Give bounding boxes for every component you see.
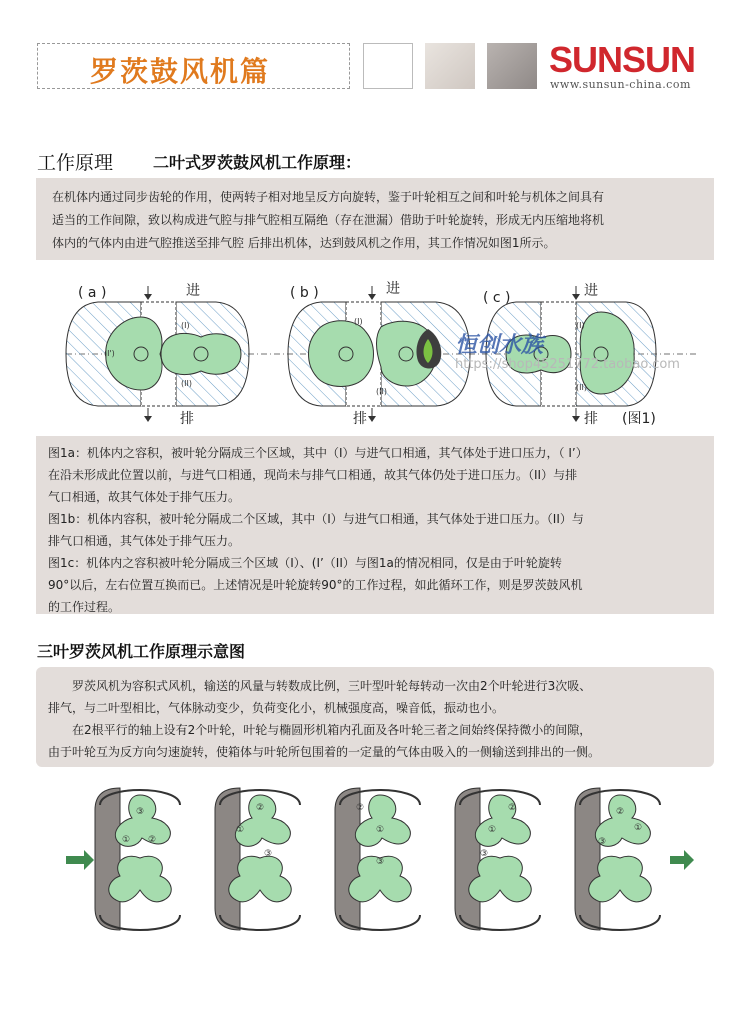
- section2-line: 在2根平行的轴上设有2个叶轮，叶轮与椭圆形机箱内孔面及各叶轮三者之间始终保持微小的间隙，: [48, 723, 592, 737]
- figure-caption: (图1): [622, 411, 656, 427]
- lobe-mark: ①: [487, 825, 497, 835]
- lobe-mark: ③: [597, 837, 607, 847]
- figure-label-a: ( a ): [78, 285, 107, 301]
- brand-url: www.sunsun-china.com: [550, 78, 691, 91]
- intro-text: [52, 186, 704, 255]
- intro-line: 体内的气体内由进气腔推送至排气腔 后排出机体，达到鼓风机之作用，其工作情况如图1所示。: [52, 236, 556, 250]
- diagram-a: [66, 286, 249, 422]
- section-heading: 工作原理: [37, 152, 114, 174]
- desc-line: 90°以后，左右位置互换而已。上述情况是叶轮旋转90°的工作过程，如此循环工作，则是罗茨鼓风机: [48, 578, 583, 592]
- three-lobe-unit: [455, 788, 540, 930]
- figure-label-c: ( c ): [483, 290, 511, 306]
- inlet-label: 进: [386, 281, 400, 297]
- watermark-text: 恒创水族: [455, 332, 544, 358]
- lobe-mark: ③: [479, 849, 489, 859]
- outlet-arrow-icon: [670, 850, 694, 870]
- page-title: 罗茨鼓风机篇: [90, 55, 271, 88]
- zone-mark: (I): [354, 317, 363, 326]
- desc-line: 排气口相通，其气体处于排气压力。: [48, 534, 241, 548]
- lobe-mark: ③: [135, 807, 145, 817]
- lobe-mark: ①: [121, 835, 131, 845]
- section2-line: 罗茨风机为容积式风机，输送的风量与转数成比例，三叶型叶轮每转动一次由2个叶轮进行3次吸、: [48, 679, 592, 693]
- zone-mark: (II): [181, 379, 192, 388]
- lobe-mark: ②: [255, 803, 265, 813]
- figure-label-b: ( b ): [290, 285, 319, 301]
- desc-line: 在沿未形成此位置以前，与进气口相通，现尚未与排气口相通，故其气体仍处于进口压力。（II）与排: [48, 468, 578, 482]
- outlet-label: 排: [180, 411, 194, 427]
- color-swatch-gray: [487, 43, 537, 89]
- inlet-label: 进: [186, 283, 200, 299]
- zone-mark: (II): [376, 387, 387, 396]
- lobe-mark: ②: [507, 803, 517, 813]
- watermark-url: https://shop45251772.taobao.com: [455, 357, 680, 372]
- zone-mark: (I): [576, 321, 585, 330]
- color-swatch-light: [425, 43, 475, 89]
- lobe-mark: ③: [263, 849, 273, 859]
- watermark-logo: [410, 325, 446, 375]
- section2-heading: 三叶罗茨风机工作原理示意图: [37, 642, 246, 661]
- desc-line: 气口相通，故其气体处于排气压力。: [48, 490, 241, 504]
- brand-logo: SUNSUN: [549, 39, 696, 80]
- zone-mark: (I'): [104, 349, 115, 358]
- desc-line: 图1b：机体内容积，被叶轮分隔成二个区域，其中（I）与进气口相通，其气体处于进口压力。（II）与: [48, 512, 584, 526]
- lobe-mark: ①: [375, 825, 385, 835]
- lobe-mark: ①: [235, 825, 245, 835]
- inlet-arrow-icon: [66, 850, 94, 870]
- lobe-mark: ①: [633, 823, 643, 833]
- color-swatch-white: [363, 43, 413, 89]
- intro-line: 适当的工作间隙，致以构成进气腔与排气腔相互隔绝（存在泄漏）借助于叶轮旋转，形成无内压缩地将机: [52, 213, 605, 227]
- desc-line: 图1a：机体内之容积，被叶轮分隔成三个区域，其中（I）与进气口相通，其气体处于进口压力，（ I’）: [48, 446, 588, 460]
- intro-line: 在机体内通过同步齿轮的作用，使两转子相对地呈反方向旋转，鉴于叶轮相互之间和叶轮与机体之间具有: [52, 190, 605, 204]
- outlet-label: 排: [353, 411, 367, 427]
- zone-mark: (II): [576, 383, 587, 392]
- zone-mark: (I): [181, 321, 190, 330]
- lobe-mark: ③: [375, 857, 385, 867]
- lobe-mark: ②: [615, 807, 625, 817]
- lobe-mark: ②: [147, 835, 157, 845]
- section2-line: 排气，与二叶型相比，气体脉动变少，负荷变化小，机械强度高，噪音低，振动也小。: [48, 701, 505, 715]
- desc-line: 的工作过程。: [48, 600, 121, 614]
- outlet-label: 排: [584, 411, 598, 427]
- lobe-mark: ②: [355, 803, 365, 813]
- section2-line: 由于叶轮互为反方向匀速旋转，使箱体与叶轮所包围着的一定量的气体由吸入的一侧输送到排出的一侧。: [48, 745, 601, 759]
- three-lobe-figure: [60, 780, 700, 940]
- inlet-label: 进: [584, 283, 598, 299]
- section-subheading: 二叶式罗茨鼓风机工作原理：: [153, 153, 362, 172]
- desc-line: 图1c：机体内之容积被叶轮分隔成三个区域（I）、(I’（II）与图1a的情况相同，仅是由于叶轮旋转: [48, 556, 562, 570]
